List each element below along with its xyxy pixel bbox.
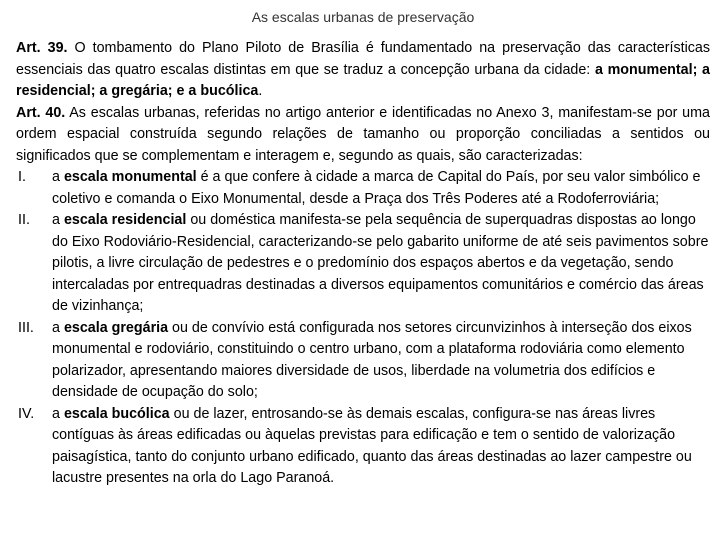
list-item-body: ou doméstica manifesta-se pela sequência de superquadras dispostas ao longo do Eixo Rodoviário-Residencial, caracterizando-se pelo gabarito uniforme de até seis pavimentos sobre pilotis, a livre circulação de pedestres e o predomínio dos espaços abertos e da vegetação, sendo intercaladas por entrequadras destinadas a diversos equipamentos comunitários e comércio das áreas de vizinhança; <box>52 212 709 314</box>
list-item-number: II. <box>18 212 30 228</box>
list-item-text <box>52 404 710 490</box>
list-item-term: escala monumental <box>63 169 197 185</box>
list-item-gregaria <box>16 318 710 404</box>
list-item-number: IV. <box>18 405 35 422</box>
article-39-text: O tombamento do Plano Piloto de Brasília é fundamentado na preservação das características essenciais das quatro escalas distintas em que se traduz a concepção urbana da cidade: <box>16 40 710 78</box>
list-item-body: ou de lazer, entrosando-se às demais escalas, configura-se nas áreas livres contíguas às áreas edificadas ou àquelas previstas para edificação e tem o sentido de valorização paisagística, tanto do conjunto urbano edificado, quanto das áreas destinadas ao lazer campestre ou lacustre presentes na orla do Lago Paranoá. <box>52 405 692 486</box>
list-item-body: é a que confere à cidade a marca de Capital do País, por seu valor simbólico e coletivo e comanda o Eixo Monumental, desde a Praça dos Três Poderes até a Rodoferroviária; <box>52 169 701 207</box>
list-item-prefix: a <box>52 212 64 228</box>
list-item-text <box>52 318 710 404</box>
article-40-label: Art. 40. <box>16 104 66 121</box>
list-item-term: escala bucólica <box>63 405 170 422</box>
list-item-prefix: a <box>52 405 64 422</box>
list-item-residencial <box>16 210 710 318</box>
list-item-text <box>52 167 710 210</box>
list-item-number: III. <box>18 319 34 336</box>
article-40-text: As escalas urbanas, referidas no artigo anterior e identificadas no Anexo 3, manifestam-se por uma ordem espacial construída segundo relações de tamanho ou proporção conciliadas a sentidos ou significados que se complementam e interagem e, segundo as quais, são caracterizadas: <box>16 104 710 164</box>
scales-list <box>16 167 710 490</box>
article-39-label: Art. 39. <box>16 40 68 56</box>
list-item-monumental <box>16 167 710 210</box>
list-item-term: escala residencial <box>63 212 187 228</box>
article-40 <box>16 103 710 168</box>
article-39 <box>16 38 710 103</box>
list-item-body: ou de convívio está configurada nos setores circunvizinhos à interseção dos eixos monumental e rodoviário, constituindo o centro urbano, com a plataforma rodoviária como elemento polarizador, apresentando maiores diversidade de usos, liberdade na volumetria dos edifícios e densidade de ocupação do solo; <box>52 319 692 400</box>
document-title: As escalas urbanas de preservação <box>251 9 475 25</box>
list-item-bucolica <box>16 404 710 490</box>
list-item-text <box>52 210 710 318</box>
list-item-prefix: a <box>52 319 64 336</box>
article-39-end: . <box>258 83 263 99</box>
list-item-prefix: a <box>52 169 64 185</box>
list-item-term: escala gregária <box>63 319 169 336</box>
list-item-number: I. <box>18 169 26 185</box>
article-39-emphasis: a monumental; a residencial; a gregária; e a bucólica <box>16 61 710 99</box>
